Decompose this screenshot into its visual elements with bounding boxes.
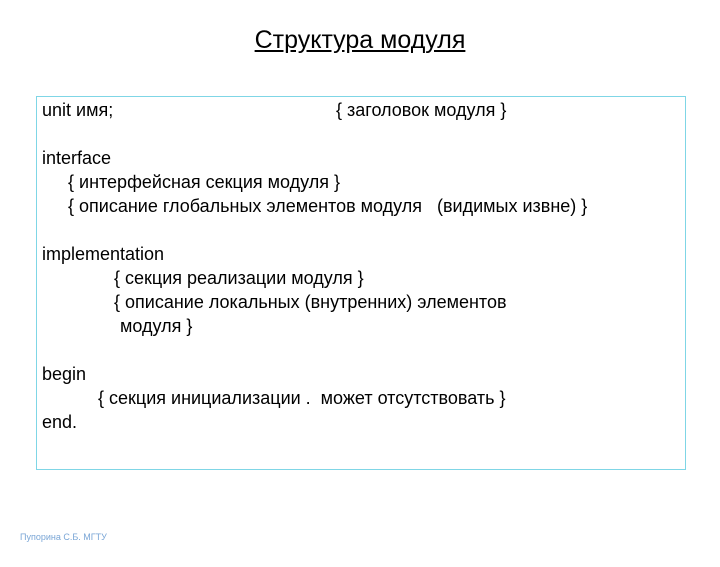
begin-keyword: begin — [42, 364, 87, 384]
implementation-keyword: implementation — [42, 244, 165, 264]
footer-credit: Пупорина С.Б. МГТУ — [20, 532, 107, 542]
interface-comment-2: { описание глобальных элементов модуля (видимых извне) } — [68, 196, 588, 216]
end-keyword: end. — [42, 412, 78, 432]
begin-comment: { секция инициализации . может отсутствовать } — [98, 388, 506, 408]
implementation-comment-3: модуля } — [120, 316, 193, 336]
unit-comment: { заголовок модуля } — [336, 100, 507, 120]
unit-line: unit имя; — [42, 100, 114, 120]
interface-comment-1: { интерфейсная секция модуля } — [68, 172, 341, 192]
page-title: Структура модуля — [254, 26, 466, 54]
implementation-comment-2: { описание локальных (внутренних) элементов — [114, 292, 507, 312]
interface-keyword: interface — [42, 148, 112, 168]
implementation-comment-1: { секция реализации модуля } — [114, 268, 364, 288]
